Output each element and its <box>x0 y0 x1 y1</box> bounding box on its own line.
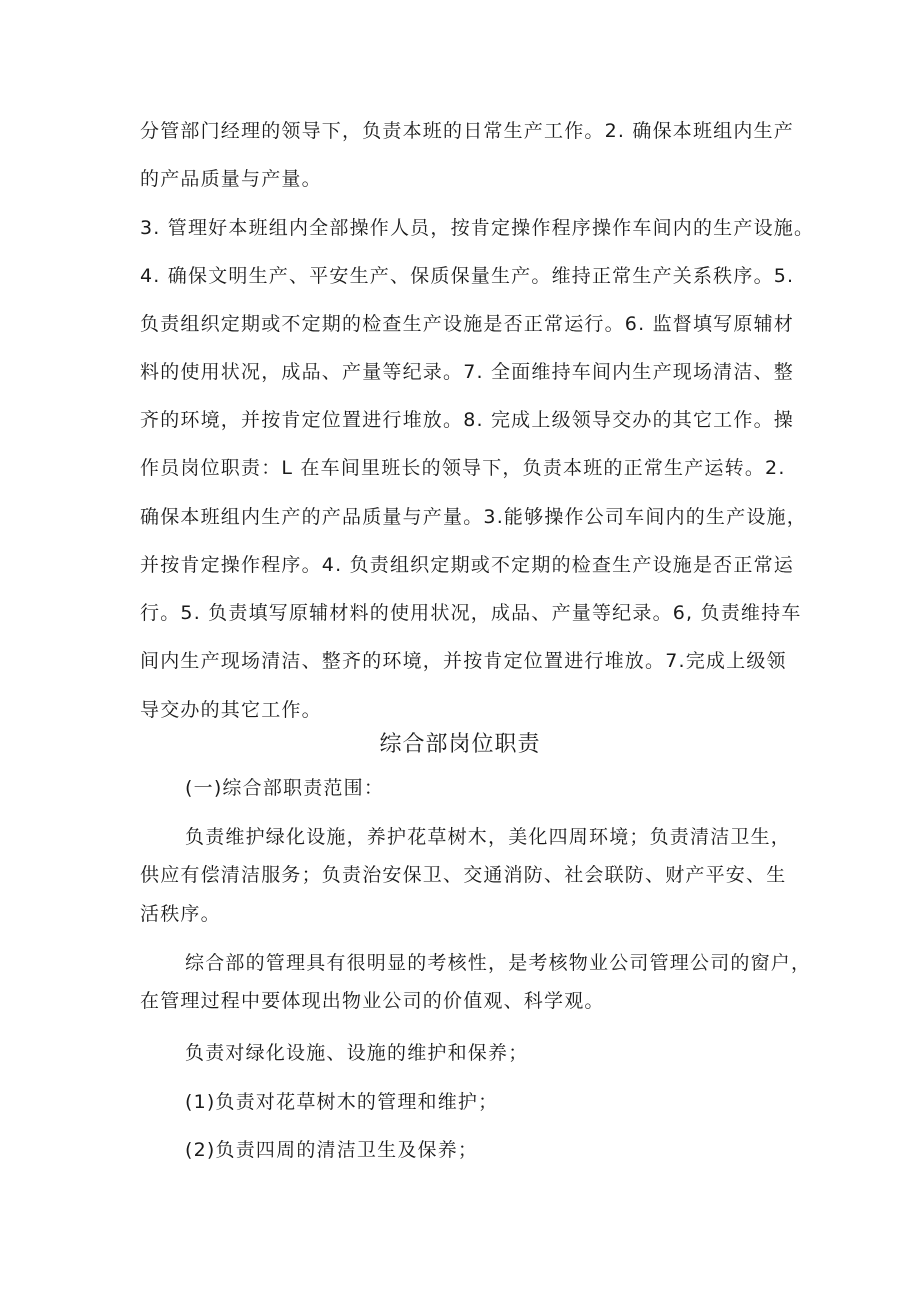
text-line: 确保本班组内生产的产品质量与产量。3.能够操作公司车间内的生产设施， <box>140 506 807 528</box>
text-line: 料的使用状况，成品、产量等纪录。7. 全面维持车间内生产现场清洁、整 <box>140 361 794 383</box>
section-title: 综合部岗位职责 <box>379 732 541 757</box>
text-line: 齐的环境，并按肯定位置进行堆放。8. 完成上级领导交办的其它工作。操 <box>140 409 794 431</box>
paragraph-line: 负责对绿化设施、设施的维护和保养； <box>185 1042 529 1064</box>
text-line: 导交办的其它工作。 <box>140 699 322 721</box>
text-line: 3. 管理好本班组内全部操作人员，按肯定操作程序操作车间内的生产设施。 <box>140 217 815 239</box>
text-line: 作员岗位职责：L 在车间里班长的领导下，负责本班的正常生产运转。2. <box>140 457 786 479</box>
list-item: (1)负责对花草树木的管理和维护； <box>185 1091 499 1113</box>
paragraph-line: 综合部的管理具有很明显的考核性，是考核物业公司管理公司的窗户， <box>185 952 812 974</box>
text-line: 4. 确保文明生产、平安生产、保质保量生产。维持正常生产关系秩序。5. <box>140 265 795 287</box>
list-item: (2)负责四周的清洁卫生及保养； <box>185 1139 479 1161</box>
paragraph-line: 负责维护绿化设施，养护花草树木，美化四周环境；负责清洁卫生， <box>185 826 792 848</box>
text-line: 负责组织定期或不定期的检查生产设施是否正常运行。6. 监督填写原辅材 <box>140 313 794 335</box>
text-line: 分管部门经理的领导下，负责本班的日常生产工作。2. 确保本班组内生产 <box>140 120 794 142</box>
text-line: 间内生产现场清洁、整齐的环境，并按肯定位置进行堆放。7.完成上级领 <box>140 650 787 672</box>
text-line: 并按肯定操作程序。4. 负责组织定期或不定期的检查生产设施是否正常运 <box>140 554 794 576</box>
paragraph-line: 活秩序。 <box>140 903 221 925</box>
paragraph-line: 在管理过程中要体现出物业公司的价值观、科学观。 <box>140 990 605 1012</box>
text-line: 行。5. 负责填写原辅材料的使用状况，成品、产量等纪录。6, 负责维持车 <box>140 602 802 624</box>
text-line: 的产品质量与产量。 <box>140 168 322 190</box>
paragraph-line: 供应有偿清洁服务；负责治安保卫、交通消防、社会联防、财产平安、生 <box>140 864 787 886</box>
subsection-title: (一)综合部职责范围： <box>185 777 385 799</box>
